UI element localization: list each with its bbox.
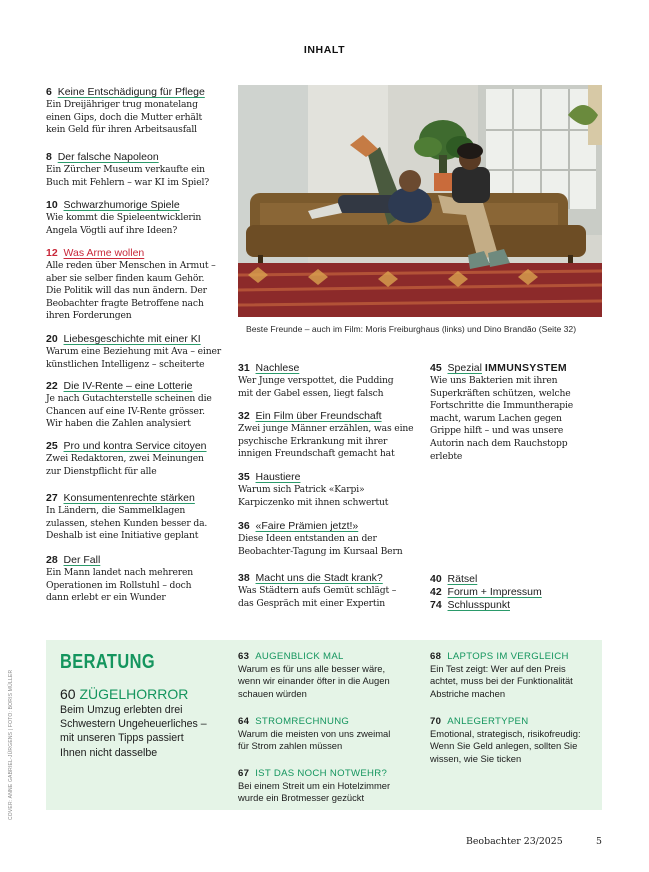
beratung-item[interactable]	[430, 716, 602, 765]
entry-title: Der Fall	[63, 554, 101, 566]
entry-title: Konsumentenrechte stärken	[63, 492, 195, 504]
entry-title: Schwarzhumorige Spiele	[63, 199, 180, 211]
feature-photo[interactable]	[238, 85, 602, 317]
item-teaser: Warum es für uns alle besser wäre, wenn wir einander öfter in die Augen schauen würden	[238, 663, 390, 699]
lead-title: ZÜGELHORROR	[79, 686, 189, 702]
special-topic: IMMUNSYSTEM	[484, 362, 567, 374]
entry-teaser: Zwei Redaktoren, zwei Meinungen zur Dienstpflicht für alle	[46, 453, 204, 477]
photo-illustration	[238, 85, 602, 317]
toc-entry-short[interactable]	[430, 599, 602, 612]
page-number-footer: 5	[596, 836, 602, 847]
toc-entry[interactable]	[238, 520, 423, 572]
beratung-item[interactable]	[238, 651, 423, 716]
page-number: 64	[238, 716, 250, 727]
entry-teaser: Je nach Gutachterstelle scheinen die Chancen auf eine IV-Rente grösser. Wir haben die Zahlen analysiert	[46, 393, 212, 430]
page-number: 22	[46, 380, 58, 392]
page-number: 27	[46, 492, 58, 504]
entry-teaser: Ein Dreijähriger trug monatelang einen Gips, doch die Mutter erhält kein Geld für ihren Arbeitsausfall	[46, 99, 203, 136]
toc-entry[interactable]	[238, 362, 423, 410]
photo-caption: Beste Freunde – auch im Film: Moris Freiburghaus (links) und Dino Brandão (Seite 32)	[246, 324, 577, 334]
page-number: 36	[238, 520, 250, 532]
page-number: 45	[430, 362, 442, 374]
entry-teaser: Diese Ideen entstanden an der Beobachter-Tagung im Kursaal Bern	[238, 533, 403, 557]
entry-teaser: Was Städtern aufs Gemüt schlägt – das Gespräch mit einer Expertin	[238, 585, 397, 609]
item-teaser: Ein Test zeigt: Wer auf den Preis achtet, muss bei der Funktionalität Abstriche machen	[430, 663, 573, 699]
page-number: 70	[430, 716, 442, 727]
toc-entry-short[interactable]	[430, 573, 602, 586]
entry-teaser: Warum sich Patrick «Karpi» Karpiczenko mit ihnen schwertut	[238, 484, 389, 508]
entry-teaser: Wie kommt die Spieleentwicklerin Angela Vögtli auf ihre Ideen?	[46, 212, 202, 236]
toc-entry[interactable]	[46, 492, 231, 554]
entry-title: Was Arme wollen	[63, 247, 145, 259]
page-number: 12	[46, 247, 58, 259]
toc-entry[interactable]	[46, 86, 231, 151]
special-label: Spezial	[447, 362, 482, 374]
page-number: 28	[46, 554, 58, 566]
toc-entry[interactable]	[238, 572, 423, 620]
entry-title: Liebesgeschichte mit einer KI	[63, 333, 201, 345]
page-number: 6	[46, 86, 52, 98]
page-number: 20	[46, 333, 58, 345]
page-number: 63	[238, 651, 250, 662]
entry-teaser: Zwei junge Männer erzählen, was eine psychische Erkrankung mit ihrer innigen Freundschaft gemacht hat	[238, 423, 414, 460]
toc-entry-special[interactable]	[430, 362, 602, 463]
item-title: ANLEGERTYPEN	[447, 716, 529, 727]
item-title: STROMRECHNUNG	[255, 716, 350, 727]
toc-entry-short[interactable]	[430, 586, 602, 599]
entry-teaser: In Ländern, die Sammelklagen zulassen, stehen Kunden besser da. Deshalb ist eine Initiative geplant	[46, 505, 208, 542]
entry-teaser: Warum eine Beziehung mit Ava – einer künstlichen Intelligenz – scheiterte	[46, 346, 222, 370]
entry-title: Pro und kontra Service citoyen	[63, 440, 207, 452]
left-column	[46, 86, 231, 606]
page-title: INHALT	[303, 44, 346, 56]
entry-title: Macht uns die Stadt krank?	[255, 572, 383, 584]
toc-entry[interactable]	[46, 554, 231, 606]
toc-entry[interactable]	[46, 199, 231, 247]
page-number: 68	[430, 651, 442, 662]
entry-teaser: Wer Junge verspottet, die Pudding mit der Gabel essen, liegt falsch	[238, 375, 394, 399]
beratung-item[interactable]	[238, 768, 423, 805]
entry-title: Die IV-Rente – eine Lotterie	[63, 380, 193, 392]
beratung-right-column	[430, 651, 602, 765]
issue-label: Beobachter 23/2025	[466, 836, 563, 847]
entry-title: Rätsel	[447, 573, 478, 585]
entry-title: Keine Entschädigung für Pflege	[57, 86, 205, 98]
toc-entry[interactable]	[238, 471, 423, 520]
page-number: 60	[60, 686, 76, 702]
item-title: AUGENBLICK MAL	[255, 651, 344, 662]
page-number: 32	[238, 410, 250, 422]
entry-title: Der falsche Napoleon	[57, 151, 159, 163]
beratung-item[interactable]	[430, 651, 602, 716]
item-teaser: Bei einem Streit um ein Hotelzimmer wurde ein Brotmesser gezückt	[238, 780, 391, 804]
toc-entry[interactable]	[46, 440, 231, 492]
toc-entry[interactable]	[238, 410, 423, 471]
page-number: 25	[46, 440, 58, 452]
item-teaser: Emotional, strategisch, risikofreudig: Wenn Sie Geld anlegen, sollten Sie wissen, wie Sie ticken	[430, 728, 581, 764]
page-number: 67	[238, 768, 250, 779]
page-number: 74	[430, 599, 442, 611]
entry-title: Ein Film über Freundschaft	[255, 410, 382, 422]
entry-title: Nachlese	[255, 362, 300, 374]
page-number: 40	[430, 573, 442, 585]
photo-credit: COVER: ANNE GABRIEL-JÜRGENS | FOTO: BORIS MÜLLER	[8, 669, 14, 820]
item-teaser: Warum die meisten von uns zweimal für Strom zahlen müssen	[238, 728, 391, 752]
entry-teaser: Alle reden über Menschen in Armut – aber sie selber finden kaum Gehör. Die Politik will das nun ändern. Der Beobachter fragte Betroffene nach ihren Forderungen	[46, 260, 216, 322]
page-number: 35	[238, 471, 250, 483]
beratung-title: BERATUNG	[60, 651, 156, 673]
beratung-item[interactable]	[238, 716, 423, 768]
entry-title: Haustiere	[255, 471, 301, 483]
short-entries	[430, 573, 602, 612]
toc-entry[interactable]	[46, 333, 231, 380]
toc-entry-highlighted[interactable]	[46, 247, 231, 333]
page-number: 8	[46, 151, 52, 163]
page-number: 10	[46, 199, 58, 211]
middle-column	[238, 362, 423, 620]
beratung-lead-heading[interactable]	[60, 686, 188, 702]
entry-title: Schlusspunkt	[447, 599, 510, 611]
item-title: IST DAS NOCH NOTWEHR?	[255, 768, 388, 779]
toc-entry[interactable]	[46, 380, 231, 440]
item-title: LAPTOPS IM VERGLEICH	[447, 651, 569, 662]
entry-title: «Faire Prämien jetzt!»	[255, 520, 359, 532]
beratung-mid-column	[238, 651, 423, 805]
entry-teaser: Wie uns Bakterien mit ihren Superkräften schützen, welche Fortschritte die Immuntherapie macht, warum Lachen gegen Grippe hilft – und was unsere Autorin nach dem Rauchstopp erlebte	[430, 375, 574, 462]
page-number: 38	[238, 572, 250, 584]
toc-entry[interactable]	[46, 151, 231, 199]
entry-teaser: Ein Mann landet nach mehreren Operationen im Rollstuhl – doch dann erlebt er ein Wunder	[46, 567, 194, 604]
beratung-lead-teaser: Beim Umzug erlebten drei Schwestern Ungeheuerliches – mit unseren Tipps passiert Ihnen nicht dasselbe	[60, 704, 207, 759]
right-column	[430, 362, 602, 463]
page-number: 42	[430, 586, 442, 598]
page-number: 31	[238, 362, 250, 374]
entry-teaser: Ein Zürcher Museum verkaufte ein Buch mit Fehlern – war KI im Spiel?	[46, 164, 210, 188]
entry-title: Forum + Impressum	[447, 586, 542, 598]
